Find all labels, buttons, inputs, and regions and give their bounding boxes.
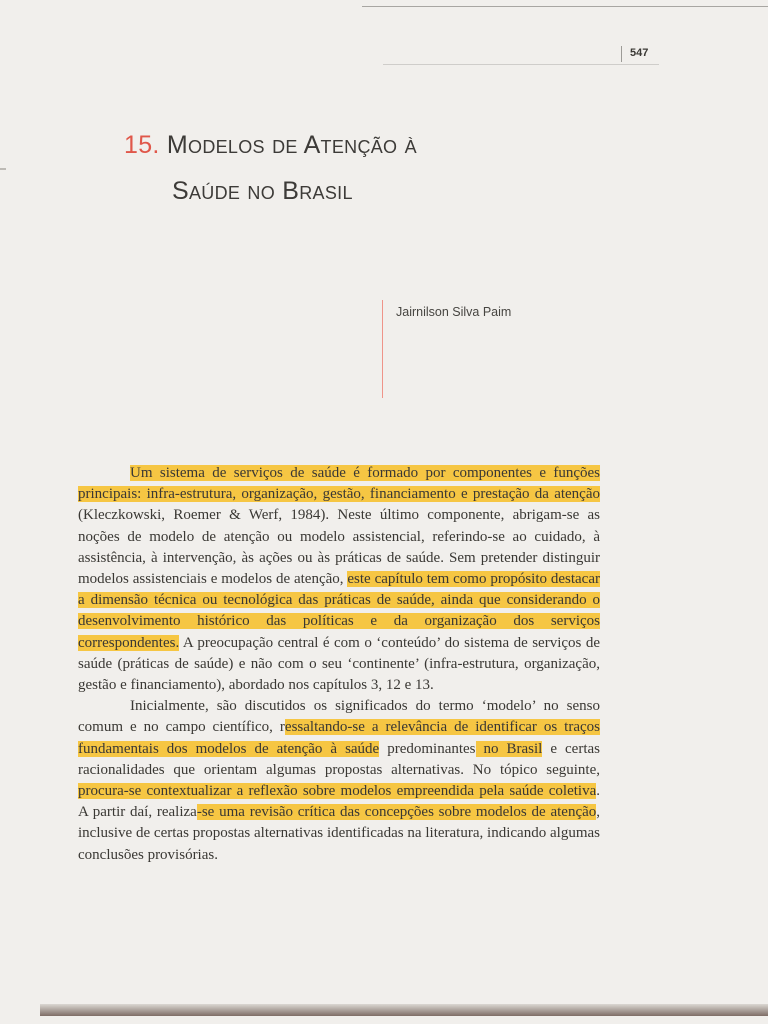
chapter-title-line-1 (124, 122, 417, 168)
highlighted-text: no Brasil (475, 740, 543, 757)
header-rule (383, 64, 659, 65)
paragraph-text: predominantes (379, 740, 476, 757)
highlighted-text: Um sistema de serviços de saúde é formado por componentes e funções principais: infra-estrutura, organização, gestão, financiamento e prestação da atenção (78, 465, 600, 503)
paragraph-text: e certas racionalidades que orientam algumas propostas alternativas. No tópico seguinte, (78, 740, 600, 778)
highlighted-text: -se uma revisão crítica das concepções sobre modelos de atenção (196, 804, 597, 821)
margin-mark (0, 168, 6, 170)
paragraph-text: Inicialmente, são discutidos os significados do termo ‘modelo’ no senso comum e no campo científico, r (78, 698, 600, 736)
page-number: 547 (630, 47, 649, 59)
top-edge-rule (362, 6, 768, 7)
paragraph-text: , inclusive de certas propostas alternativas identificadas na literatura, indicando algumas conclusões provisórias. (78, 804, 601, 863)
author-name: Jairnilson Silva Paim (396, 305, 512, 319)
chapter-title-line-2: Saúde no Brasil (172, 177, 353, 205)
chapter-title-text-1: Modelos de Atenção à (166, 131, 417, 159)
author-rule (382, 300, 383, 398)
paragraph-text: A preocupação central é com o ‘conteúdo’ do sistema de serviços de saúde (práticas de saúde) e não com o seu ‘continente’ (infra-estrutura, organização, gestão e financiamento), abordado nos capítulos 3, 12 e 13. (78, 634, 600, 694)
page-bottom-edge (40, 1004, 768, 1016)
page-number-separator (621, 46, 622, 62)
chapter-title (124, 122, 417, 214)
paragraph-1 (78, 463, 600, 696)
highlighted-text: essaltando-se a relevância de identificar os traços fundamentais dos modelos de atenção à saúde (78, 719, 600, 757)
paragraph-text: (Kleczkowski, Roemer & Werf, 1984). Neste último componente, abrigam-se as noções de modelo de atenção ou modelo assistencial, referindo-se ao cuidado, à assistência, à intervenção, às ações ou às práticas de saúde. Sem pretender distinguir modelos assistenciais e modelos de atenção, (78, 507, 600, 588)
highlighted-text: este capítulo tem como propósito destacar a dimensão técnica ou tecnológica das práticas de saúde, ainda que considerando o desenvolvimento histórico das políticas e da organização dos serviços correspondentes. (78, 571, 600, 651)
body-text (78, 463, 600, 866)
chapter-number: 15. (124, 131, 160, 159)
paragraph-2 (78, 696, 600, 866)
highlighted-text: procura-se contextualizar a reflexão sobre modelos empreendida pela saúde coletiva (78, 783, 597, 800)
paragraph-text: . A partir daí, realiza (78, 783, 600, 821)
